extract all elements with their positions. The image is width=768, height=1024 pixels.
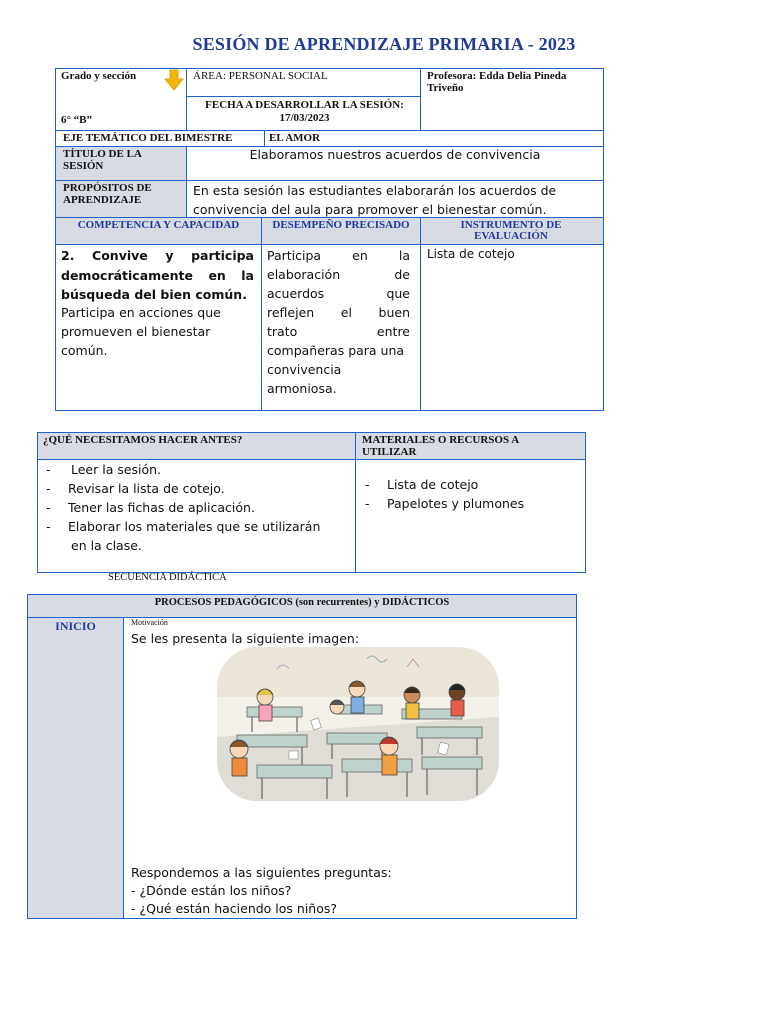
col-desempeno: DESEMPEÑO PRECISADO [272,219,410,231]
eje-value: EL AMOR [269,132,321,144]
list-item: - Tener las fichas de aplicación. [43,498,348,517]
inicio-col-bg [28,617,123,918]
motivacion-label: Motivación [131,618,168,627]
grado-label: Grado y sección [61,70,137,82]
antes-list [43,460,348,555]
antes-header-right: MATERIALES O RECURSOS A UTILIZAR [362,434,519,458]
fecha-value: 17/03/2023 [279,112,330,124]
secuencia-header: PROCESOS PEDAGÓGICOS (son recurrentes) y DIDÁCTICOS [154,597,450,608]
propositos-label: PROPÓSITOS DE APRENDIZAJE [63,182,152,206]
materiales-list [362,475,577,513]
instrumento-text: Lista de cotejo [427,247,515,261]
inicio-label: INICIO [55,619,96,633]
propositos-line-2: convivencia del aula para promover el bienestar común. [193,202,547,217]
competencia-num: 2. [61,248,75,263]
presenta-text: Se les presenta la siguiente imagen: [131,631,360,646]
classroom-illustration [217,647,499,801]
titulo-label: TÍTULO DE LA SESIÓN [63,148,142,172]
secuencia-label: SECUENCIA DIDÁCTICA [108,572,227,583]
fecha-label: FECHA A DESARROLLAR LA SESIÓN: [205,99,404,111]
page-title: SESIÓN DE APRENDIZAJE PRIMARIA - 2023 [192,34,576,54]
arrow-down-icon [164,69,184,91]
list-item: - Revisar la lista de cotejo. [43,479,348,498]
respondemos-text: Respondemos a las siguientes preguntas: [131,865,392,880]
eje-label: EJE TEMÁTICO DEL BIMESTRE [63,132,233,144]
pregunta-1: - ¿Dónde están los niños? [131,883,292,898]
competencia-text: 2. Convive y participa democráticamente en la búsqueda del bien común. [61,248,254,302]
list-item: - Leer la sesión. [43,460,348,479]
pregunta-2: - ¿Qué están haciendo los niños? [131,901,338,916]
area-label: ÁREA: PERSONAL SOCIAL [193,70,328,82]
propositos-line-1: En esta sesión las estudiantes elaborarán los acuerdos de [193,183,557,198]
col-competencia: COMPETENCIA Y CAPACIDAD [77,219,240,231]
col-instrumento: INSTRUMENTO DE EVALUACIÓN [460,219,562,242]
list-item: - Elaborar los materiales que se utilizarán [43,517,348,536]
antes-header-left: ¿QUÉ NECESITAMOS HACER ANTES? [43,434,243,446]
desempeno-text: Participa en la elaboración de acuerdos que reflejen el buen trato entre compañeras para una convivencia armoniosa. [267,248,410,396]
profesora-label: Profesora: Edda Delia Pineda Triveño [427,70,567,94]
grado-value: 6° “B” [61,114,92,126]
list-item-continuation: en la clase. [71,538,142,553]
capacidad-text: Participa en acciones que promueven el bienestar común. [61,305,221,358]
list-item: - Papelotes y plumones [362,494,577,513]
list-item: - Lista de cotejo [362,475,577,494]
titulo-value: Elaboramos nuestros acuerdos de convivencia [249,147,541,162]
